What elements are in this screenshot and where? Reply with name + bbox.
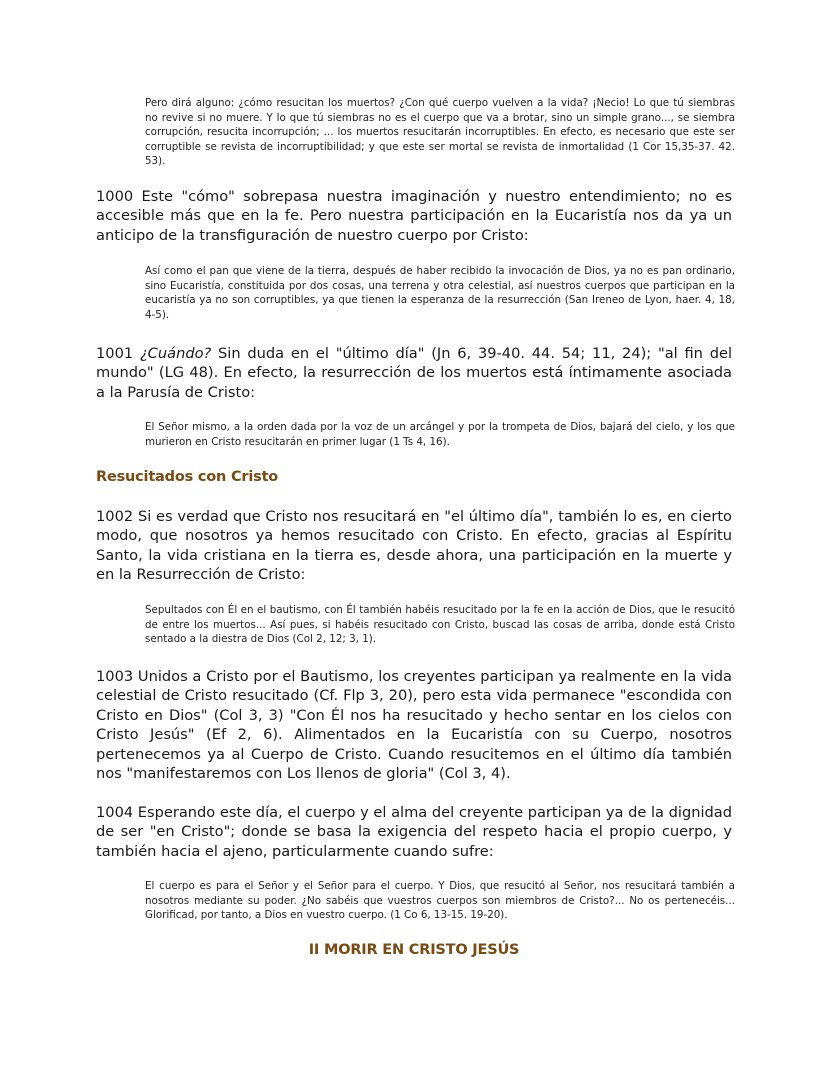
paragraph-1002: 1002 Si es verdad que Cristo nos resucitará en "el último día", también lo es, en cierto modo, que nosotros ya hemos resucitado con Cristo. En efecto, gracias al Espíritu Santo, la vida cristiana en la tierra es, desde ahora, una participación en la muerte y en la Resurrección de Cristo: (96, 508, 732, 584)
paragraph-1001-italic: ¿Cuándo? (139, 345, 212, 362)
quote-col-2: Sepultados con Él en el bautismo, con Él también habéis resucitado por la fe en la acción de Dios, que le resucitó de entre los muertos... Así pues, si habéis resucitado con Cristo, buscad las cosas de arriba, donde está Cristo sentado a la diestra de Dios (Col 2, 12; 3, 1). (145, 604, 735, 645)
paragraph-1000: 1000 Este "cómo" sobrepasa nuestra imaginación y nuestro entendimiento; no es accesible más que en la fe. Pero nuestra participación en la Eucaristía nos da ya un anticipo de la transfiguración de nuestro cuerpo por Cristo: (96, 188, 732, 244)
paragraph-1004: 1004 Esperando este día, el cuerpo y el alma del creyente participan ya de la dignidad de ser "en Cristo"; donde se basa la exigencia del respeto hacia el propio cuerpo, y también hacia el ajeno, particularmente cuando sufre: (96, 804, 732, 860)
section-title-morir-en-cristo: II MORIR EN CRISTO JESÚS (308, 942, 520, 958)
quote-1-cor-15: Pero dirá alguno: ¿cómo resucitan los muertos? ¿Con qué cuerpo vuelven a la vida? ¡Necio! Lo que tú siembras no revive si no muere. Y lo que tú siembras no es el cuerpo que va a brotar, sino un simple grano..., se siembra corrupción, resucita incorrupción; ... los muertos resucitarán incorruptibles. En efecto, es necesario que este ser corruptible se revista de incorruptibilidad; y que este ser mortal se revista de inmortalidad (1 Cor 15,35-37. 42. 53). (145, 97, 735, 167)
paragraph-1001-text: Sin duda en el "último día" (Jn 6, 39-40. 44. 54; 11, 24); "al fin del mundo" (LG 48). En efecto, la resurrección de los muertos está íntimamente asociada a la Parusía de Cristo: (96, 345, 733, 401)
quote-1-ts-4: El Señor mismo, a la orden dada por la voz de un arcángel y por la trompeta de Dios, bajará del cielo, y los que murieron en Cristo resucitarán en primer lugar (1 Ts 4, 16). (145, 421, 735, 448)
paragraph-1003: 1003 Unidos a Cristo por el Bautismo, los creyentes participan ya realmente en la vida celestial de Cristo resucitado (Cf. Flp 3, 20), pero esta vida permanece "escondida con Cristo en Dios" (Col 3, 3) "Con Él nos ha resucitado y hecho sentar en los cielos con Cristo Jesús" (Ef 2, 6). Alimentados en la Eucaristía con su Cuerpo, nosotros pertenecemos ya al Cuerpo de Cristo. Cuando resucitemos en el último día también nos "manifestaremos con Los llenos de gloria" (Col 3, 4). (96, 668, 732, 783)
paragraph-1001 (96, 344, 732, 402)
quote-1-co-6: El cuerpo es para el Señor y el Señor para el cuerpo. Y Dios, que resucitó al Señor, nos resucitará también a nosotros mediante su poder. ¿No sabéis que vuestros cuerpos son miembros de Cristo?... No os pertenecéis... Glorificad, por tanto, a Dios en vuestro cuerpo. (1 Co 6, 13-15. 19-20). (145, 880, 735, 921)
heading-resucitados-con-cristo: Resucitados con Cristo (96, 469, 279, 485)
quote-san-ireneo: Así como el pan que viene de la tierra, después de haber recibido la invocación de Dios, ya no es pan ordinario, sino Eucaristía, constituida por dos cosas, una terrena y otra celestial, así nuestros cuerpos que participan en la eucaristía ya no son corruptibles, ya que tienen la esperanza de la resurrección (San Ireneo de Lyon, haer. 4, 18, 4-5). (145, 265, 735, 321)
paragraph-1001-number: 1001 (96, 345, 140, 362)
